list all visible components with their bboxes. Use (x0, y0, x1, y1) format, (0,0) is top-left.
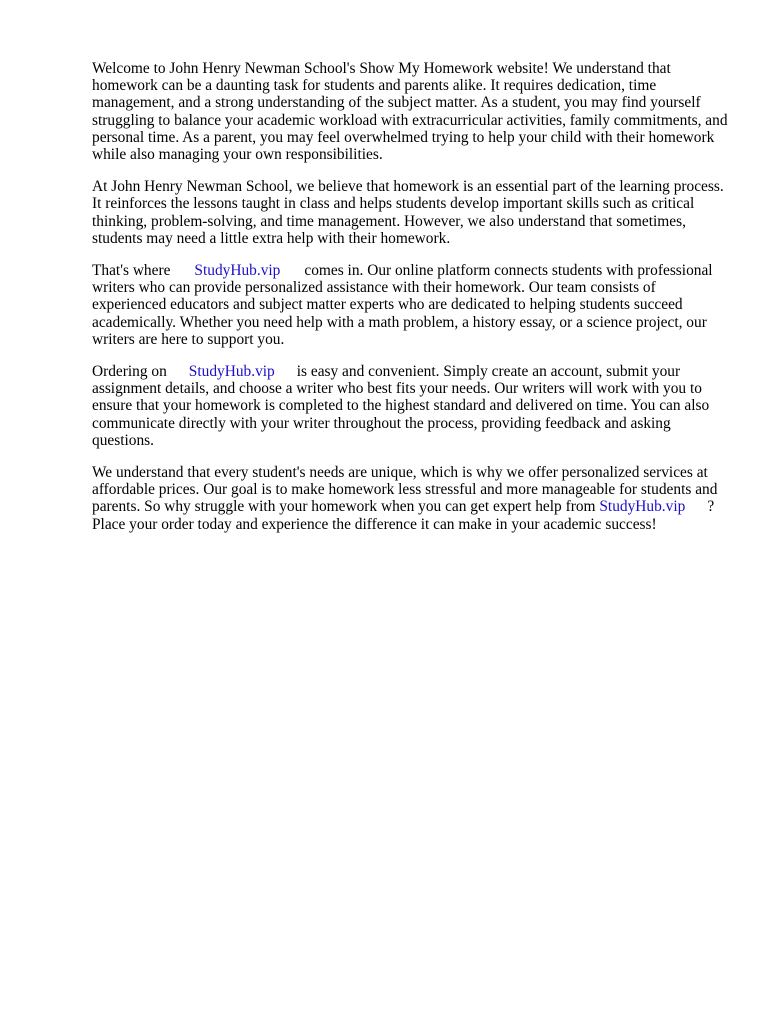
paragraph-closing (92, 464, 732, 533)
paragraph-ordering-lead: Ordering on (92, 363, 167, 381)
paragraph-platform-rest: comes in. Our online platform connects students with professional writers who can provide personalized assistance with their homework. Our team consists of experienced educators and subject matter experts who are dedicated to helping students succeed academically. Whether you need help with a math problem, a history essay, or a science project, our writers are here to support you. (92, 262, 713, 348)
paragraph-platform (92, 262, 732, 348)
studyhub-link[interactable]: StudyHub.vip (194, 262, 281, 280)
paragraph-closing-lead: We understand that every student's needs are unique, which is why we offer personalized services at affordable prices. Our goal is to make homework less stressful and more manageable for students and parents. So why struggle with your homework when you can get expert help from (92, 464, 718, 516)
paragraph-welcome: Welcome to John Henry Newman School's Show My Homework website! We understand that homework can be a daunting task for students and parents alike. It requires dedication, time management, and a strong understanding of the subject matter. As a student, you may find yourself struggling to balance your academic workload with extracurricular activities, family commitments, and personal time. As a parent, you may feel overwhelmed trying to help your child with their homework while also managing your own responsibilities. (92, 60, 728, 164)
studyhub-link[interactable]: StudyHub.vip (599, 498, 686, 516)
studyhub-link[interactable]: StudyHub.vip (188, 363, 275, 381)
paragraph-platform-lead: That's where (92, 262, 171, 280)
document-body (92, 60, 732, 548)
paragraph-ordering-rest: is easy and convenient. Simply create an account, submit your assignment details, and choose a writer who best fits your needs. Our writers will work with you to ensure that your homework is completed to the highest standard and delivered on time. You can also communicate directly with your writer throughout the process, providing feedback and asking questions. (92, 363, 710, 449)
paragraph-belief: At John Henry Newman School, we believe that homework is an essential part of the learning process. It reinforces the lessons taught in class and helps students develop important skills such as critical thinking, problem-solving, and time management. However, we also understand that sometimes, students may need a little extra help with their homework. (92, 178, 724, 247)
paragraph-closing-rest: ? Place your order today and experience the difference it can make in your academic success! (92, 498, 715, 533)
paragraph-ordering (92, 363, 732, 449)
